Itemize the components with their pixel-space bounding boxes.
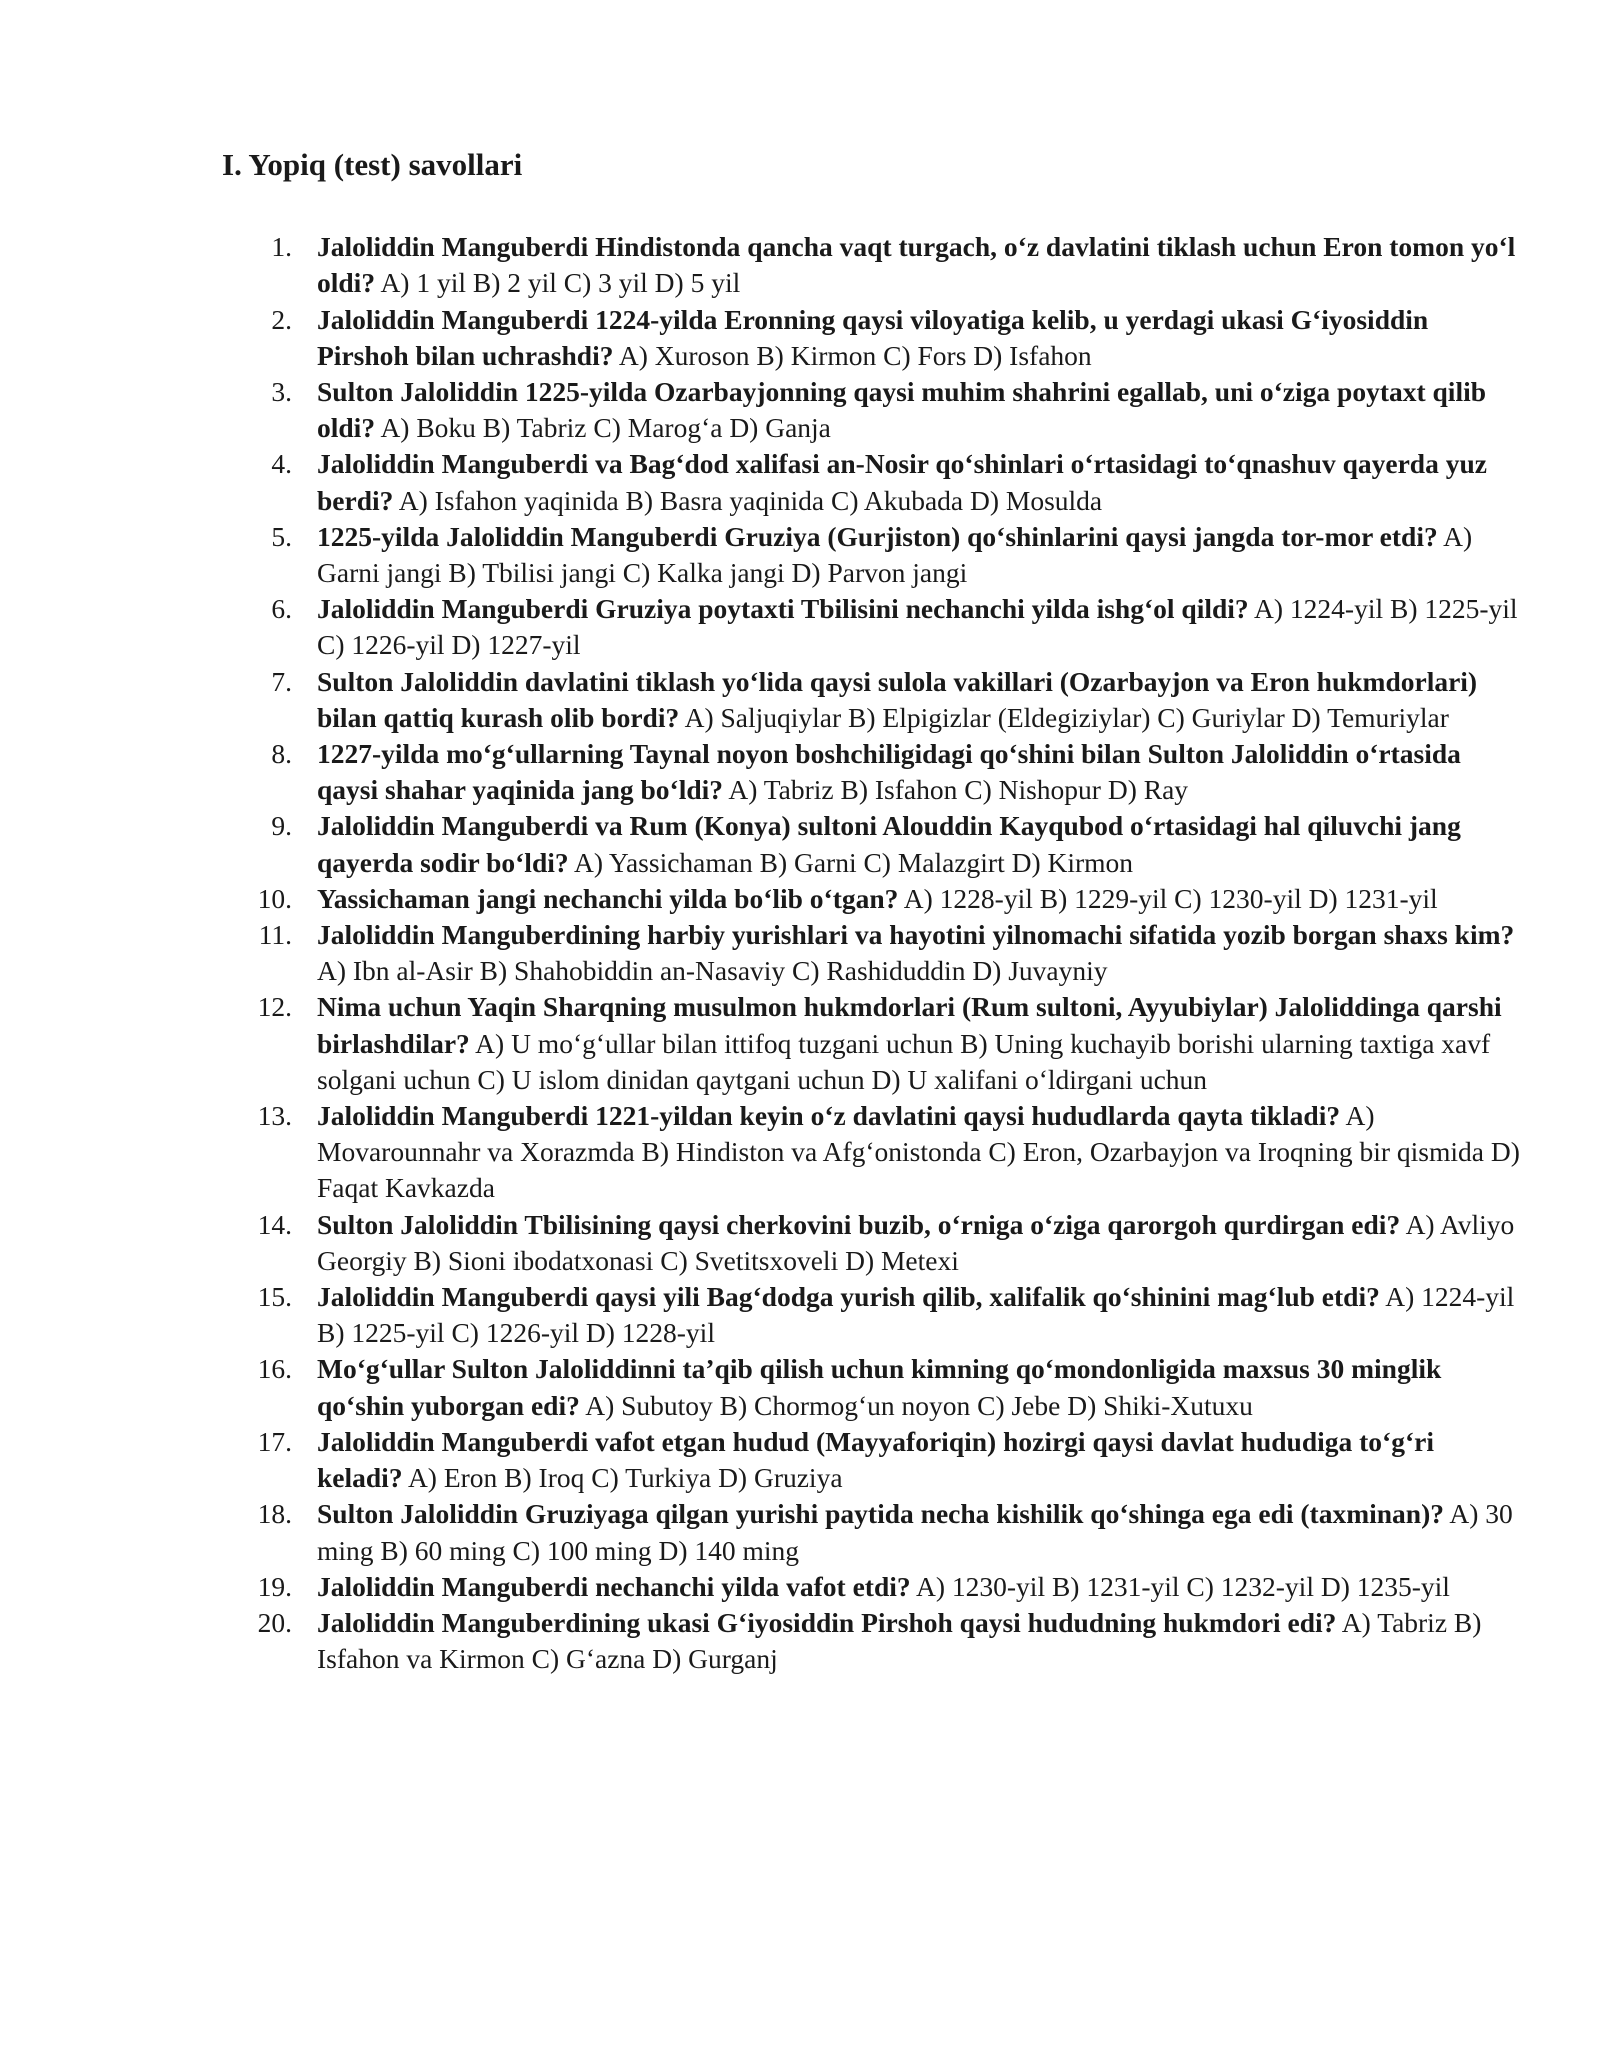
question-number: 1. xyxy=(271,231,292,263)
question-item xyxy=(222,808,1522,880)
question-number: 12. xyxy=(257,991,292,1023)
answer-options: A) 1228-yil B) 1229-yil C) 1230-yil D) 1231-yil xyxy=(903,882,1438,914)
question-text: Jaloliddin Manguberdining harbiy yurishlari va hayotini yilnomachi sifatida yozib borgan shaxs kim? xyxy=(317,919,1515,951)
question-item xyxy=(222,1424,1522,1496)
question-item xyxy=(222,446,1522,518)
question-text: Mo‘g‘ullar Sulton Jaloliddinni ta’qib qilish uchun kimning qo‘mondonligida maxsus 30 minglik qo‘shin yuborgan edi? xyxy=(317,1353,1442,1421)
question-number: 15. xyxy=(257,1281,292,1313)
question-number: 6. xyxy=(271,593,292,625)
answer-options: A) Xuroson B) Kirmon C) Fors D) Isfahon xyxy=(618,339,1092,371)
question-item xyxy=(222,1569,1522,1605)
answer-options: A) 1 yil B) 2 yil C) 3 yil D) 5 yil xyxy=(380,267,741,299)
question-number: 17. xyxy=(257,1425,292,1457)
answer-options: A) 1230-yil B) 1231-yil C) 1232-yil D) 1235-yil xyxy=(916,1570,1450,1602)
question-number: 16. xyxy=(257,1353,292,1385)
question-item xyxy=(222,736,1522,808)
question-number: 10. xyxy=(257,882,292,914)
question-number: 9. xyxy=(271,810,292,842)
question-item xyxy=(222,374,1522,446)
question-number: 13. xyxy=(257,1100,292,1132)
question-text: Jaloliddin Manguberdi Hindistonda qancha vaqt turgach, o‘z davlatini tiklash uchun Eron tomon yo‘l oldi? xyxy=(317,231,1516,299)
question-item xyxy=(222,519,1522,591)
question-text: 1227-yilda mo‘g‘ullarning Taynal noyon boshchiligidagi qo‘shini bilan Sulton Jaloliddin o‘rtasida qaysi shahar yaqinida jang bo‘ldi? xyxy=(317,738,1461,806)
question-number: 5. xyxy=(271,520,292,552)
question-text: Jaloliddin Manguberdi nechanchi yilda vafot etdi? xyxy=(317,1570,911,1602)
question-text: Jaloliddin Manguberdi 1224-yilda Eronning qaysi viloyatiga kelib, u yerdagi ukasi G‘iyosiddin Pirshoh bilan uchrashdi? xyxy=(317,303,1429,371)
question-text: Jaloliddin Manguberdi qaysi yili Bag‘dodga yurish qilib, xalifalik qo‘shinini mag‘lub etdi? xyxy=(317,1281,1380,1313)
question-text: Jaloliddin Manguberdi Gruziya poytaxti Tbilisini nechanchi yilda ishg‘ol qildi? xyxy=(317,593,1249,625)
question-text: Jaloliddin Manguberdi vafot etgan hudud (Mayyaforiqin) hozirgi qaysi davlat hududiga to‘g‘ri keladi? xyxy=(317,1425,1434,1494)
question-number: 14. xyxy=(257,1208,292,1240)
question-list xyxy=(222,229,1522,1677)
question-item xyxy=(222,1351,1522,1423)
question-item xyxy=(222,1496,1522,1568)
question-item xyxy=(222,989,1522,1098)
question-item xyxy=(222,1605,1522,1677)
question-item xyxy=(222,1098,1522,1207)
section-heading: I. Yopiq (test) savollari xyxy=(222,147,523,182)
question-item xyxy=(222,1279,1522,1351)
question-number: 8. xyxy=(271,738,292,770)
answer-options: A) Tabriz B) Isfahon va Kirmon C) G‘azna D) Gurganj xyxy=(317,1606,1482,1675)
question-number: 7. xyxy=(271,665,292,697)
answer-options: A) Eron B) Iroq C) Turkiya D) Gruziya xyxy=(407,1462,843,1494)
question-text: Jaloliddin Manguberdi va Rum (Konya) sultoni Alouddin Kayqubod o‘rtasidagi hal qiluvchi jang qayerda sodir bo‘ldi? xyxy=(317,810,1461,878)
question-text: Sulton Jaloliddin Gruziyaga qilgan yurishi paytida necha kishilik qo‘shinga ega edi (taxminan)? xyxy=(317,1498,1445,1530)
question-item xyxy=(222,881,1522,917)
question-number: 11. xyxy=(258,919,292,951)
question-item xyxy=(222,1207,1522,1279)
question-number: 3. xyxy=(271,376,292,407)
question-text: Nima uchun Yaqin Sharqning musulmon hukmdorlari (Rum sultoni, Ayyubiylar) Jaloliddinga qarshi birlashdilar? xyxy=(317,991,1502,1059)
question-text: Sulton Jaloliddin Tbilisining qaysi cherkovini buzib, o‘rniga o‘ziga qarorgoh qurdirgan edi? xyxy=(317,1208,1401,1240)
question-item xyxy=(222,229,1522,301)
answer-options: A) Isfahon yaqinida B) Basra yaqinida C) Akubada D) Mosulda xyxy=(398,484,1103,516)
answer-options: A) 1224-yil B) 1225-yil C) 1226-yil D) 1227-yil xyxy=(317,593,1518,661)
question-number: 4. xyxy=(271,448,292,480)
question-text: Jaloliddin Manguberdining ukasi G‘iyosiddin Pirshoh qaysi hududning hukmdori edi? xyxy=(317,1606,1337,1638)
answer-options: A) Tabriz B) Isfahon C) Nishopur D) Ray xyxy=(728,774,1189,806)
answer-options: A) Garni jangi B) Tbilisi jangi C) Kalka jangi D) Parvon jangi xyxy=(317,520,1473,589)
question-number: 20. xyxy=(257,1606,292,1638)
question-number: 18. xyxy=(257,1498,292,1530)
question-number: 2. xyxy=(271,303,292,335)
document-page xyxy=(222,146,1522,1677)
question-text: Yassichaman jangi nechanchi yilda bo‘lib o‘tgan? xyxy=(317,882,899,914)
answer-options: A) Movarounnahr va Xorazmda B) Hindiston va Afg‘onistonda C) Eron, Ozarbayjon va Iroqning bir qismida D) Faqat Kavkazda xyxy=(317,1100,1520,1204)
answer-options: A) 30 ming B) 60 ming C) 100 ming D) 140 ming xyxy=(317,1498,1513,1566)
answer-options: A) Boku B) Tabriz C) Marog‘a D) Ganja xyxy=(380,412,831,444)
question-text: Sulton Jaloliddin 1225-yilda Ozarbayjonning qaysi muhim shahrini egallab, uni o‘ziga poytaxt qilib oldi? xyxy=(317,376,1487,444)
question-text: Jaloliddin Manguberdi va Bag‘dod xalifasi an-Nosir qo‘shinlari o‘rtasidagi to‘qnashuv qayerda yuz berdi? xyxy=(317,448,1487,516)
answer-options: A) Saljuqiylar B) Elpigizlar (Eldegiziylar) C) Guriylar D) Temuriylar xyxy=(684,701,1449,733)
question-item xyxy=(222,302,1522,374)
answer-options: A) Yassichaman B) Garni C) Malazgirt D) Kirmon xyxy=(573,846,1134,878)
question-item xyxy=(222,591,1522,663)
question-number: 19. xyxy=(257,1570,292,1602)
answer-options: A) Ibn al-Asir B) Shahobiddin an-Nasaviy C) Rashiduddin D) Juvayniy xyxy=(317,955,1108,987)
question-text: 1225-yilda Jaloliddin Manguberdi Gruziya (Gurjiston) qo‘shinlarini qaysi jangda tor-mor etdi? xyxy=(317,520,1438,552)
question-text: Sulton Jaloliddin davlatini tiklash yo‘lida qaysi sulola vakillari (Ozarbayjon va Eron hukmdorlari) bilan qattiq kurash olib bordi? xyxy=(317,665,1478,733)
answer-options: A) 1224-yil B) 1225-yil C) 1226-yil D) 1228-yil xyxy=(317,1281,1515,1349)
answer-options: A) Subutoy B) Chormog‘un noyon C) Jebe D) Shiki-Xutuxu xyxy=(585,1389,1253,1421)
question-item xyxy=(222,917,1522,989)
question-item xyxy=(222,664,1522,736)
answer-options: A) U mo‘g‘ullar bilan ittifoq tuzgani uchun B) Uning kuchayib borishi ularning taxtiga xavf solgani uchun C) U islom dinidan qaytgani uchun D) U xalifani o‘ldirgani uchun xyxy=(317,1027,1491,1095)
question-text: Jaloliddin Manguberdi 1221-yildan keyin o‘z davlatini qaysi hududlarda qayta tikladi? xyxy=(317,1100,1341,1132)
answer-options: A) Avliyo Georgiy B) Sioni ibodatxonasi C) Svetitsxoveli D) Metexi xyxy=(317,1208,1515,1276)
